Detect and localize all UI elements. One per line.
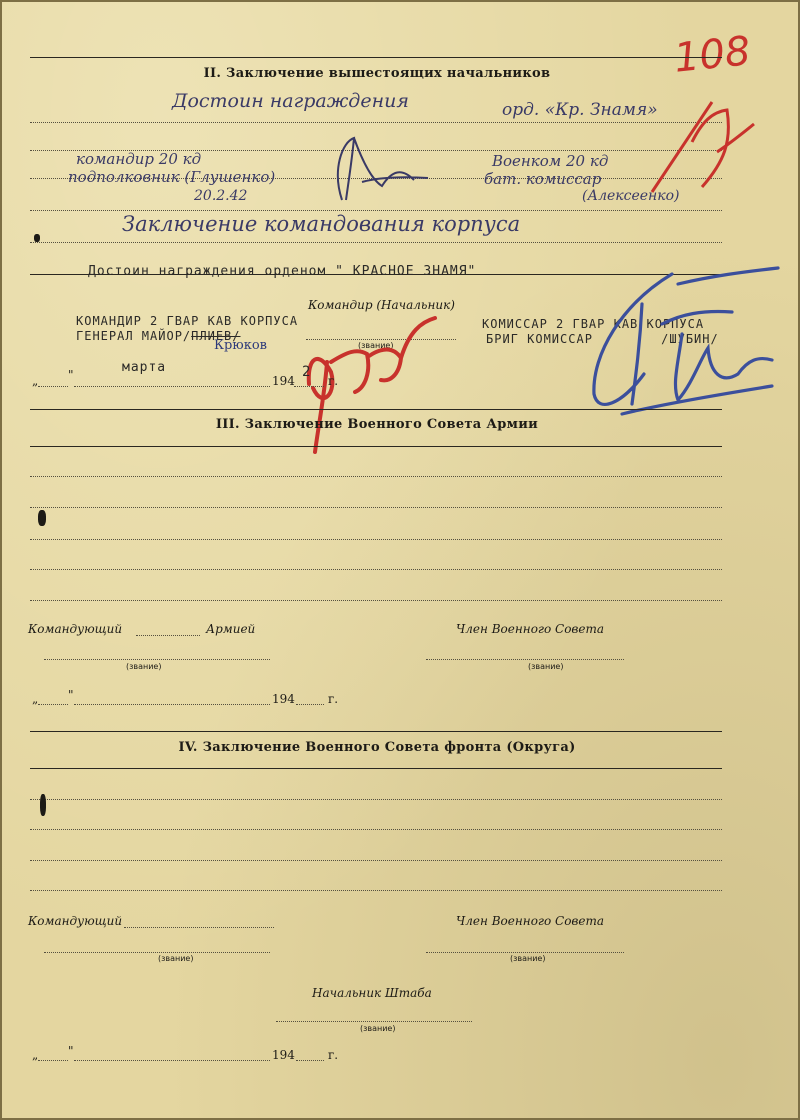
section4-line-3 xyxy=(30,860,722,861)
section2-date-year-prefix: 194 xyxy=(272,374,295,388)
section3-heading: III. Заключение Военного Совета Армии xyxy=(215,417,539,432)
handwritten-kryukov: Крюков xyxy=(214,338,267,353)
section2-date-year-digit: 2 xyxy=(302,364,312,380)
section4-heading-rule xyxy=(30,768,722,769)
section4-zvanie-center-line xyxy=(276,1021,472,1022)
section3-zvanie-left: (звание) xyxy=(126,662,162,671)
section3-line-2 xyxy=(30,507,722,508)
typed-award-recommendation: Достоин награждения орденом " КРАСНОЕ ЗНАМЯ" xyxy=(88,264,477,279)
handwritten-commissar-name: (Алексеенко) xyxy=(582,188,680,204)
section3-line-1 xyxy=(30,476,722,477)
typed-struck-name: ПЛИЕВ/ xyxy=(191,329,241,343)
section2-date-month-line xyxy=(74,386,270,387)
section2-line-5 xyxy=(30,242,722,243)
section3-line-5 xyxy=(30,600,722,601)
section4-date-day-line xyxy=(38,1060,68,1061)
section3-date-month-line xyxy=(74,704,270,705)
section2-date-day-line xyxy=(38,386,68,387)
section2-date-suffix: г. xyxy=(328,374,339,388)
section3-commander-label: Командующий xyxy=(28,622,123,636)
section2-heading: II. Заключение вышестоящих начальников xyxy=(203,66,551,81)
handwritten-corps-conclusion: Заключение командования корпуса xyxy=(122,212,521,236)
section3-line-4 xyxy=(30,569,722,570)
handwritten-recommendation: Достоин награждения xyxy=(172,90,409,112)
handwritten-commander-title: командир 20 кд xyxy=(76,150,202,168)
section3-heading-rule xyxy=(30,446,722,447)
section4-line-4 xyxy=(30,890,722,891)
section3-year-suffix: г. xyxy=(328,692,339,706)
section3-year-line xyxy=(296,704,324,705)
handwritten-commissar-rank: бат. комиссар xyxy=(484,170,602,188)
division-commander-signature xyxy=(302,130,432,210)
section4-date-month-line xyxy=(74,1060,270,1061)
section4-commander-line xyxy=(124,927,274,928)
section2-line-1 xyxy=(30,122,722,123)
section3-top-rule xyxy=(30,409,722,410)
commander-caption: Командир (Начальник) xyxy=(308,298,455,312)
section4-year-suffix: г. xyxy=(328,1048,339,1062)
corps-commander-signature xyxy=(297,302,447,462)
section2-date-month: марта xyxy=(122,360,167,375)
section2-line-4 xyxy=(30,210,722,211)
section4-year-prefix: 194 xyxy=(272,1048,295,1062)
section4-date-open-quote: „ xyxy=(32,1048,39,1062)
section3-army-label: Армией xyxy=(206,622,256,636)
handwritten-date: 20.2.42 xyxy=(194,188,248,204)
section2-date-close-quote: " xyxy=(68,368,74,382)
section4-chief-of-staff-label: Начальник Штаба xyxy=(312,986,432,1000)
typed-rank-text: ГЕНЕРАЛ МАЙОР/ xyxy=(76,329,192,343)
section3-date-day-line xyxy=(38,704,68,705)
section2-date-open-quote: „ xyxy=(32,374,39,388)
section3-council-member-label: Член Военного Совета xyxy=(456,622,605,636)
section4-zvanie-left: (звание) xyxy=(158,954,194,963)
section4-line-2 xyxy=(30,829,722,830)
section4-line-1 xyxy=(30,799,722,800)
section3-army-number-line xyxy=(136,635,200,636)
section3-line-3 xyxy=(30,539,722,540)
section3-zvanie-right-line xyxy=(426,659,624,660)
section3-year-prefix: 194 xyxy=(272,692,295,706)
section2-date-year-line xyxy=(294,386,324,387)
section3-date-close-quote: " xyxy=(68,688,74,702)
commander-zvanie-caption: (звание) xyxy=(358,341,394,350)
binding-hole-mark xyxy=(34,234,40,242)
section3-date-open-quote: „ xyxy=(32,692,39,706)
section4-heading: IV. Заключение Военного Совета фронта (Округа) xyxy=(178,740,576,755)
typed-corps-commander-title: КОМАНДИР 2 ГВАР КАВ КОРПУСА xyxy=(76,314,299,328)
red-pencil-mark xyxy=(632,82,762,202)
section4-zvanie-right-line xyxy=(426,952,624,953)
commissar-signature xyxy=(582,264,782,424)
handwritten-commissar-title: Военком 20 кд xyxy=(492,152,609,170)
typed-commissar-title: КОМИССАР 2 ГВАР КАВ КОРПУСА xyxy=(482,317,705,331)
handwritten-commander-name: подполковник (Глушенко) xyxy=(68,168,276,186)
section4-top-rule xyxy=(30,731,722,732)
section4-zvanie-center: (звание) xyxy=(360,1024,396,1033)
binding-hole-mark xyxy=(40,794,46,816)
section4-year-line xyxy=(296,1060,324,1061)
page-number: 108 xyxy=(671,28,753,82)
section3-zvanie-left-line xyxy=(44,659,270,660)
section3-zvanie-right: (звание) xyxy=(528,662,564,671)
section4-zvanie-right: (звание) xyxy=(510,954,546,963)
section4-zvanie-left-line xyxy=(44,952,270,953)
section4-council-member-label: Член Военного Совета xyxy=(456,914,605,928)
section4-commander-label: Командующий xyxy=(28,914,123,928)
section2-top-rule xyxy=(30,57,722,58)
section4-date-close-quote: " xyxy=(68,1044,74,1058)
handwritten-order-name: орд. «Кр. Знамя» xyxy=(502,100,658,120)
typed-commissar-rank-text: БРИГ КОМИССАР xyxy=(486,332,593,346)
typed-commissar-name: /ШУБИН/ xyxy=(661,332,719,346)
binding-hole-mark xyxy=(38,510,46,526)
